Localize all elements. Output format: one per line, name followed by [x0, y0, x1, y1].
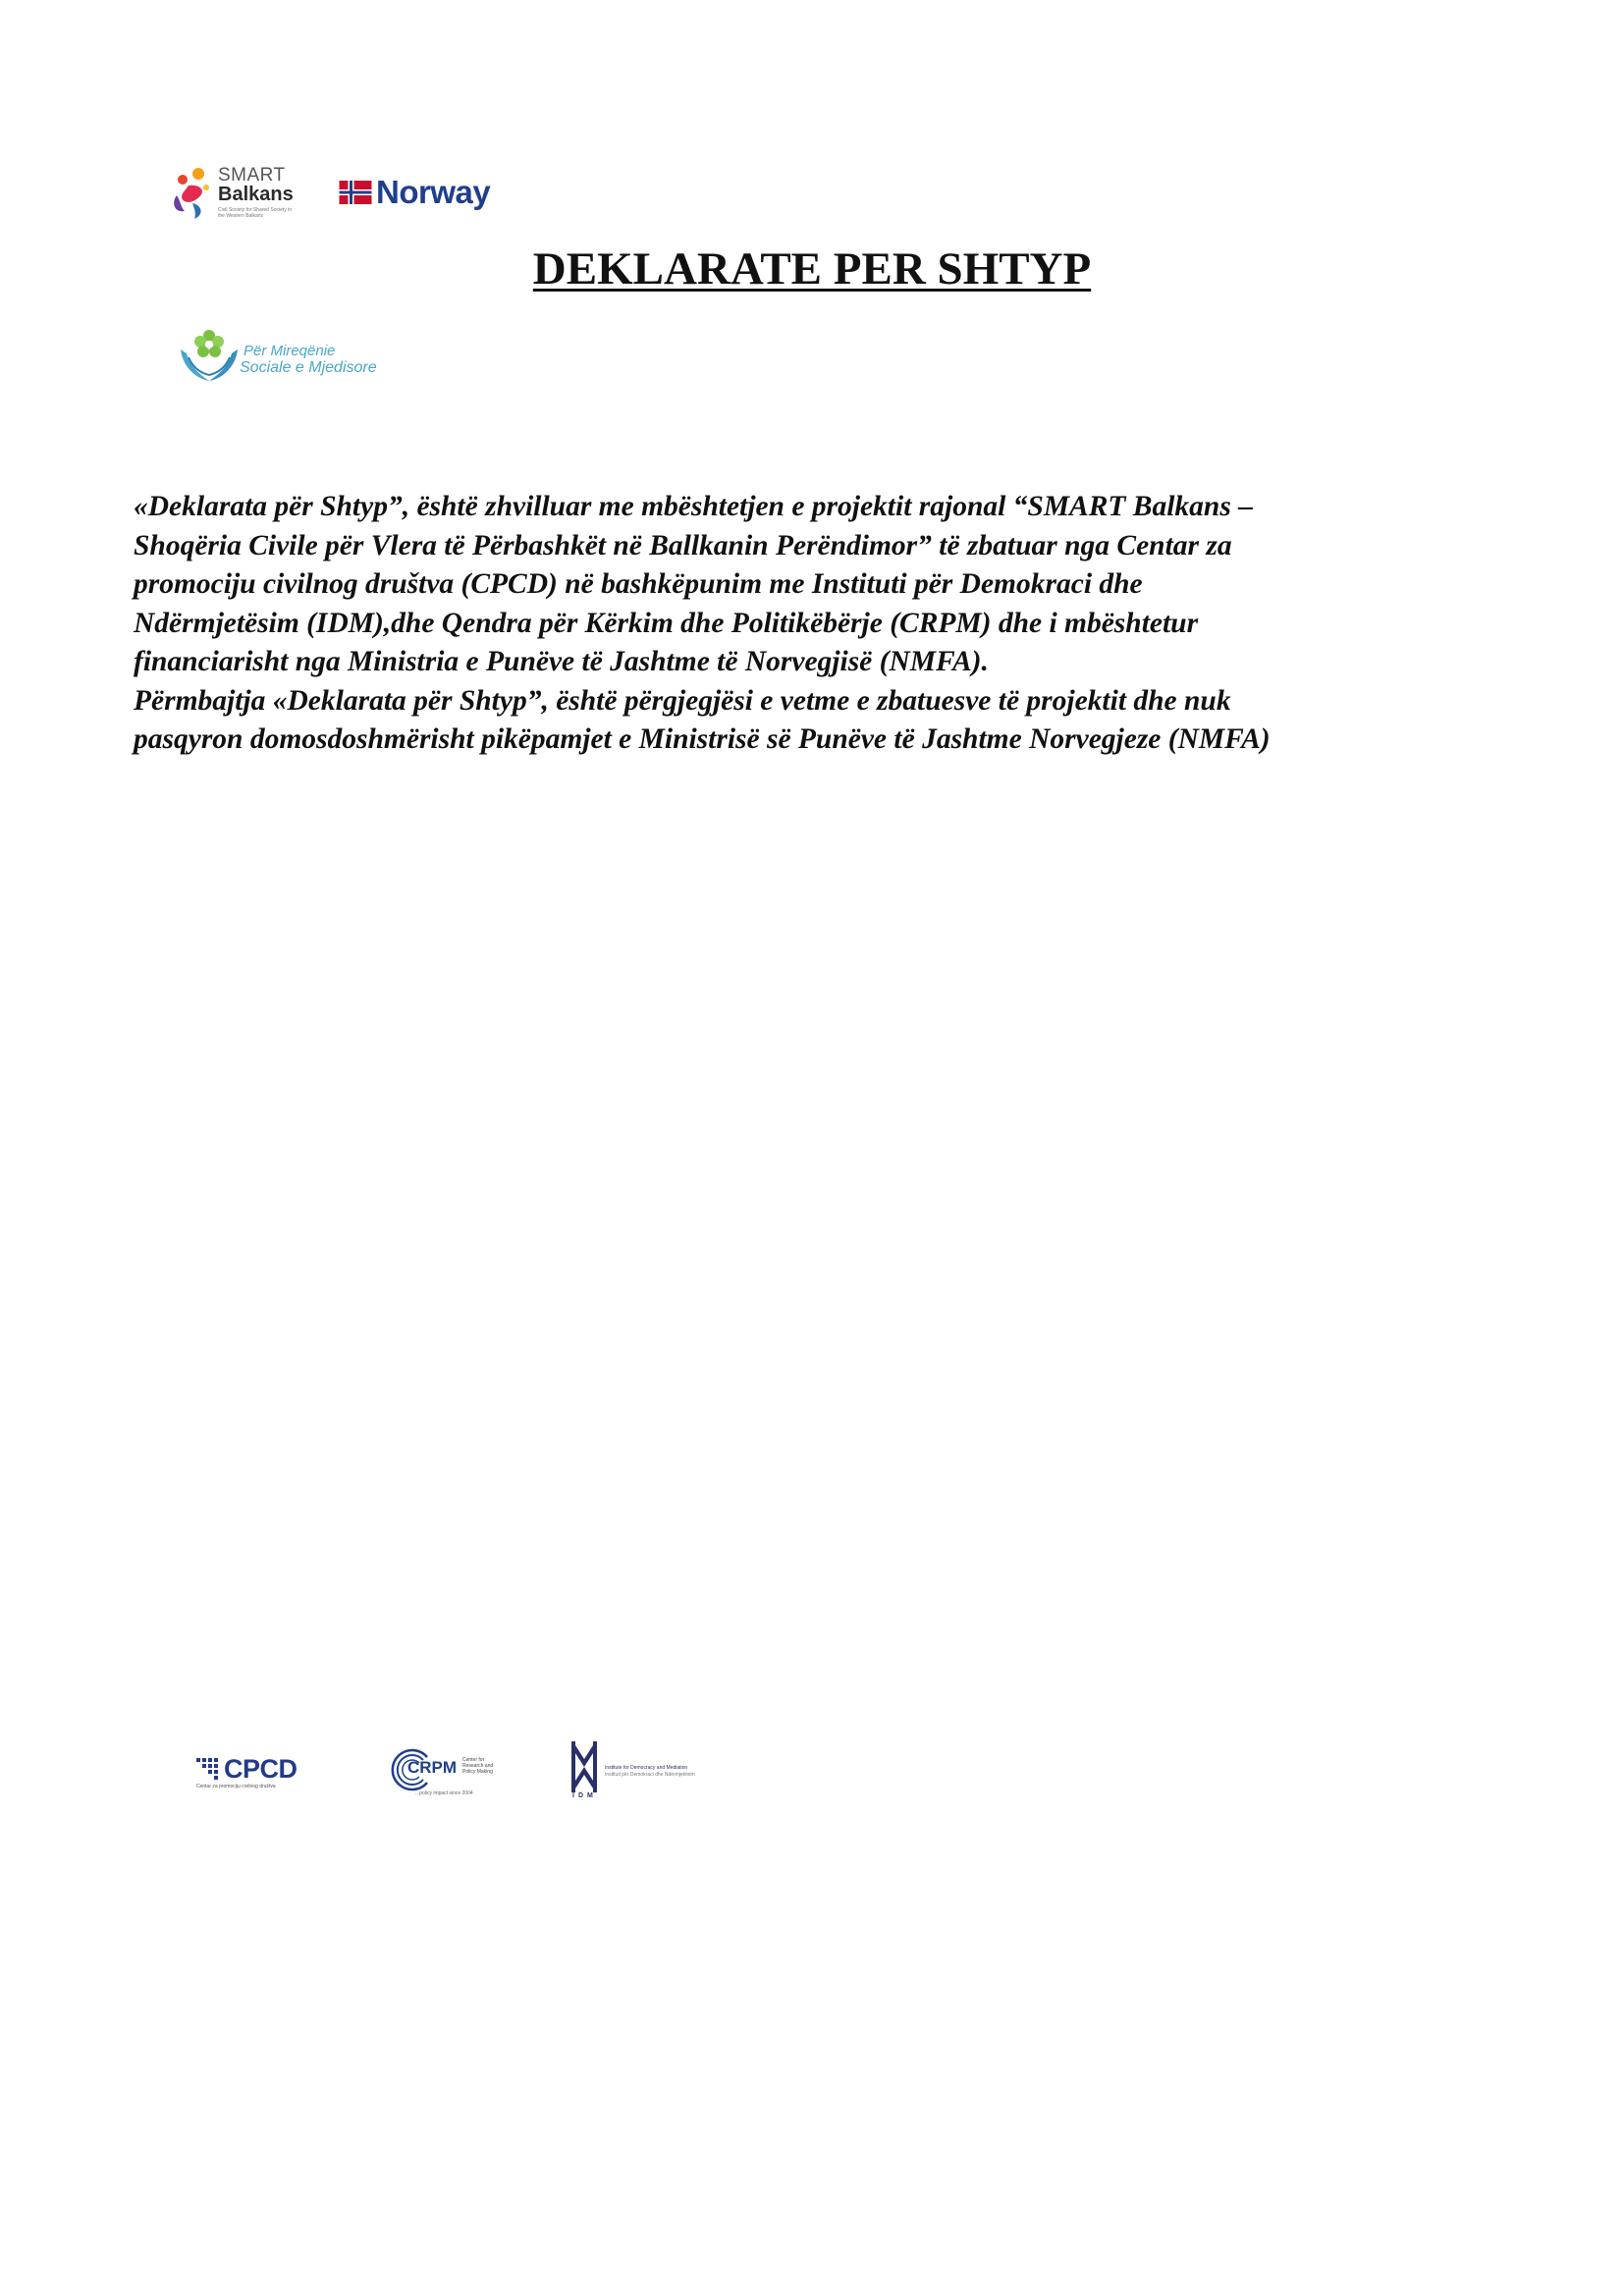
statement-line: financiarisht nga Ministria e Punëve të Jashtme të Norvegjisë (NMFA). [134, 646, 989, 677]
smart-balkans-logo [169, 162, 297, 223]
idm-emblem-icon [569, 1741, 599, 1792]
press-statement-body [134, 488, 1508, 760]
statement-line: Ndërmjetësim (IDM),dhe Qendra për Kërkim dhe Politikëbërje (CRPM) dhe i mbështetur [134, 607, 1199, 639]
norway-wordmark: Norway [376, 174, 491, 210]
crpm-logo [388, 1747, 506, 1800]
statement-line: pasqyron domosdoshmërisht pikëpamjet e Ministrisë së Punëve të Jashtme Norvegjeze (NMFA) [134, 723, 1271, 755]
crpm-wordmark: CRPM [407, 1758, 458, 1777]
idm-line2: Instituti për Demokraci dhe Ndërmjetësim [605, 1772, 695, 1778]
crpm-tagline: ...policy impact since 2004 [415, 1790, 473, 1796]
idm-line1: Institute for Democracy and Mediation [605, 1765, 688, 1771]
statement-line: promociju civilnog društva (CPCD) në bashkëpunim me Instituti për Demokraci dhe [134, 568, 1143, 600]
welfare-logo [179, 324, 414, 388]
norway-logo [338, 173, 514, 212]
idm-letters: IDM [572, 1792, 597, 1799]
idm-logo [569, 1741, 717, 1804]
smart-balkans-line2: Balkans [218, 184, 294, 205]
smart-balkans-mark-icon [169, 166, 214, 221]
statement-line: Përmbajtja «Deklarata për Shtyp”, është përgjegjësi e vetme e zbatuesve të projektit dhe nuk [134, 684, 1231, 717]
page-title: DEKLARATE PER SHTYP [532, 243, 1092, 294]
cpcd-tagline: Centar za promociju civilnog društva [196, 1784, 276, 1789]
statement-line: Shoqëria Civile për Vlera të Përbashkët në Ballkanin Perëndimor” të zbatuar nga Centar za [134, 529, 1232, 561]
cpcd-dot-grid-icon [194, 1758, 222, 1780]
cpcd-logo [194, 1754, 312, 1793]
welfare-line1: Për Mireqënie [244, 343, 336, 359]
crpm-side-text: Center for Research and Policy Making [462, 1757, 494, 1775]
smart-balkans-tagline: Civil Society for Shared Society in the Western Balkans [218, 207, 293, 219]
statement-line: «Deklarata për Shtyp”, është zhvilluar me mbështetjen e projektit rajonal “SMART Balkans – [134, 491, 1253, 522]
cpcd-wordmark: CPCD [224, 1754, 298, 1784]
smart-balkans-line1: SMART [218, 165, 286, 186]
welfare-line2: Sociale e Mjedisore [240, 359, 377, 376]
hands-flower-icon [179, 324, 240, 385]
norway-flag-icon [338, 181, 373, 204]
